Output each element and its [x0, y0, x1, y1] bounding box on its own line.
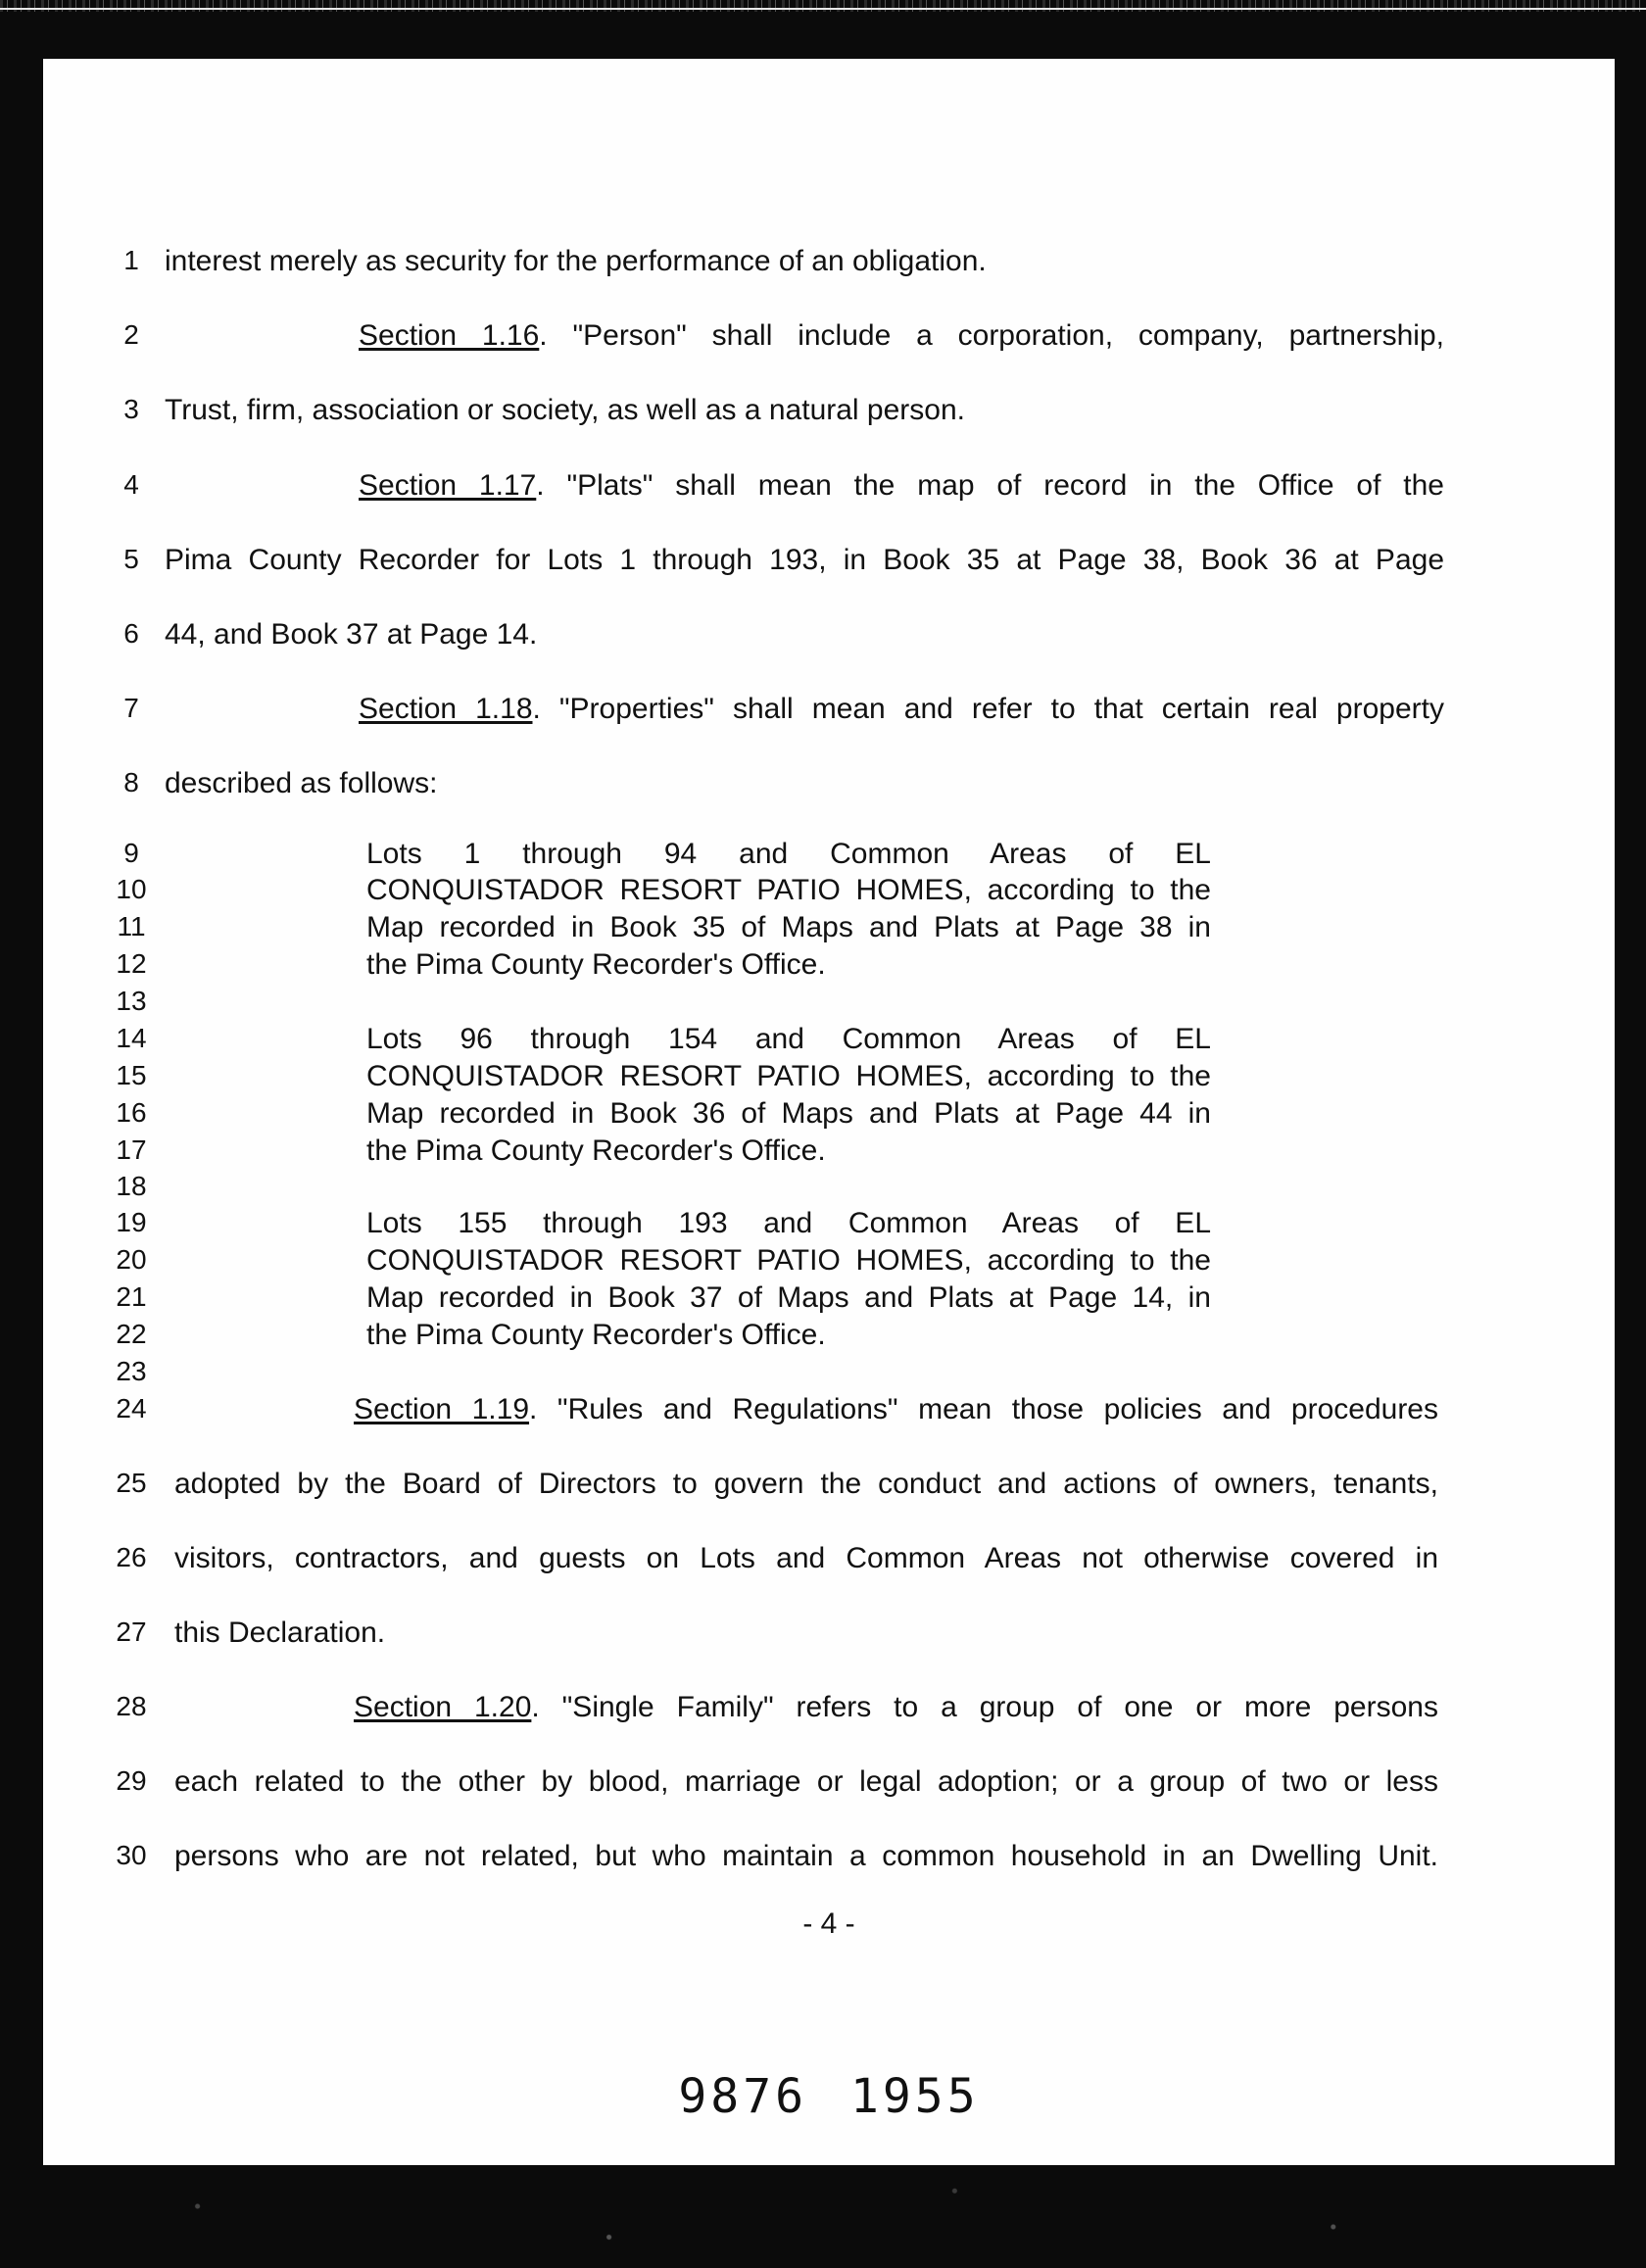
- scan-border-top: [0, 0, 1646, 12]
- line-text: [366, 838, 1211, 871]
- text-segment: described as follows:: [165, 767, 438, 799]
- line-text: [359, 693, 1444, 726]
- text-segment: each related to the other by blood, marriage or legal adoption; or a group of two or less: [174, 1765, 1438, 1798]
- text-segment: . "Rules and Regulations" mean those policies and procedures: [529, 1393, 1438, 1425]
- line-number: 3: [123, 394, 139, 424]
- line-number: 13: [116, 986, 147, 1016]
- line-number: 19: [116, 1207, 147, 1237]
- line-number: 4: [123, 469, 139, 500]
- line-text: [366, 1060, 1211, 1093]
- line-text: [165, 245, 987, 278]
- line-number: 5: [123, 544, 139, 574]
- text-segment: Pima County Recorder for Lots 1 through 193, in Book 35 at Page 38, Book 36 at Page: [165, 544, 1444, 576]
- line-text: [366, 1319, 826, 1352]
- line-text: [174, 1542, 1438, 1575]
- line-number: 20: [116, 1244, 147, 1275]
- text-segment: Lots 155 through 193 and Common Areas of EL: [366, 1207, 1211, 1239]
- text-segment: Lots 96 through 154 and Common Areas of EL: [366, 1023, 1211, 1055]
- line-number: 23: [116, 1356, 147, 1386]
- text-segment: Trust, firm, association or society, as well as a natural person.: [165, 394, 965, 426]
- line-text: [366, 874, 1211, 907]
- line-text: [366, 1207, 1211, 1240]
- line-number: 8: [123, 767, 139, 797]
- line-number: 22: [116, 1319, 147, 1349]
- line-text: [366, 1134, 826, 1168]
- line-text: [366, 1281, 1211, 1315]
- section-heading: Section 1.18: [359, 693, 533, 725]
- line-text: [354, 1691, 1438, 1724]
- line-number: 16: [116, 1097, 147, 1128]
- text-segment: . "Single Family" refers to a group of one or more persons: [531, 1691, 1438, 1723]
- line-number: 6: [123, 618, 139, 649]
- line-text: [359, 319, 1444, 353]
- text-segment: the Pima County Recorder's Office.: [366, 948, 826, 981]
- line-text: [174, 1617, 385, 1650]
- line-number: 24: [116, 1393, 147, 1424]
- line-text: [174, 1840, 1438, 1873]
- line-text: [366, 1097, 1211, 1131]
- line-text: [366, 1244, 1211, 1278]
- text-segment: . "Plats" shall mean the map of record in the Office of the: [536, 469, 1444, 502]
- text-segment: . "Properties" shall mean and refer to that certain real property: [532, 693, 1444, 725]
- text-segment: CONQUISTADOR RESORT PATIO HOMES, according to the: [366, 874, 1211, 906]
- text-segment: interest merely as security for the performance of an obligation.: [165, 245, 987, 277]
- text-segment: CONQUISTADOR RESORT PATIO HOMES, according to the: [366, 1060, 1211, 1092]
- text-segment: Lots 1 through 94 and Common Areas of EL: [366, 838, 1211, 870]
- stamp-page: 1955: [850, 2069, 980, 2124]
- line-number: 17: [116, 1134, 147, 1165]
- line-number: 21: [116, 1281, 147, 1312]
- text-segment: 44, and Book 37 at Page 14.: [165, 618, 538, 651]
- line-number: 18: [116, 1171, 147, 1201]
- scan-border-bottom: [0, 2165, 1646, 2268]
- text-segment: Map recorded in Book 36 of Maps and Plats at Page 44 in: [366, 1097, 1211, 1130]
- section-heading: Section 1.19: [354, 1393, 530, 1425]
- document-page: [43, 59, 1615, 2165]
- text-segment: . "Person" shall include a corporation, company, partnership,: [539, 319, 1444, 352]
- line-text: [174, 1468, 1438, 1501]
- line-text: [366, 948, 826, 982]
- recording-stamp: [43, 2069, 1615, 2124]
- scan-border-line: [0, 8, 1646, 10]
- line-number: 29: [116, 1765, 147, 1796]
- line-number: 15: [116, 1060, 147, 1090]
- text-segment: the Pima County Recorder's Office.: [366, 1134, 826, 1167]
- line-text: [366, 1023, 1211, 1056]
- line-number: 1: [123, 245, 139, 275]
- text-segment: persons who are not related, but who maintain a common household in an Dwelling Unit.: [174, 1840, 1438, 1872]
- line-text: [354, 1393, 1438, 1426]
- line-number: 28: [116, 1691, 147, 1721]
- section-heading: Section 1.16: [359, 319, 540, 352]
- line-number: 27: [116, 1617, 147, 1647]
- line-text: [366, 911, 1211, 944]
- text-segment: the Pima County Recorder's Office.: [366, 1319, 826, 1351]
- line-number: 9: [123, 838, 139, 868]
- text-segment: CONQUISTADOR RESORT PATIO HOMES, according to the: [366, 1244, 1211, 1277]
- line-text: [165, 618, 537, 651]
- line-text: [359, 469, 1444, 503]
- line-text: [174, 1765, 1438, 1799]
- line-number: 2: [123, 319, 139, 350]
- stamp-book: 9876: [678, 2069, 807, 2124]
- line-number: 26: [116, 1542, 147, 1572]
- section-heading: Section 1.17: [359, 469, 537, 502]
- line-number: 12: [116, 948, 147, 979]
- section-heading: Section 1.20: [354, 1691, 532, 1723]
- line-text: [165, 394, 965, 427]
- line-text: [165, 767, 437, 800]
- text-segment: visitors, contractors, and guests on Lots and Common Areas not otherwise covered in: [174, 1542, 1438, 1574]
- page-number: - 4 -: [802, 1907, 855, 1940]
- line-text: [165, 544, 1444, 577]
- line-number: 30: [116, 1840, 147, 1870]
- text-segment: adopted by the Board of Directors to govern the conduct and actions of owners, tenants,: [174, 1468, 1438, 1500]
- line-number: 11: [117, 911, 146, 941]
- line-number: 25: [116, 1468, 147, 1498]
- text-segment: Map recorded in Book 35 of Maps and Plats at Page 38 in: [366, 911, 1211, 943]
- line-number: 7: [123, 693, 139, 723]
- text-segment: Map recorded in Book 37 of Maps and Plats at Page 14, in: [366, 1281, 1211, 1314]
- line-number: 10: [116, 874, 147, 904]
- text-segment: this Declaration.: [174, 1617, 386, 1649]
- line-number: 14: [116, 1023, 147, 1053]
